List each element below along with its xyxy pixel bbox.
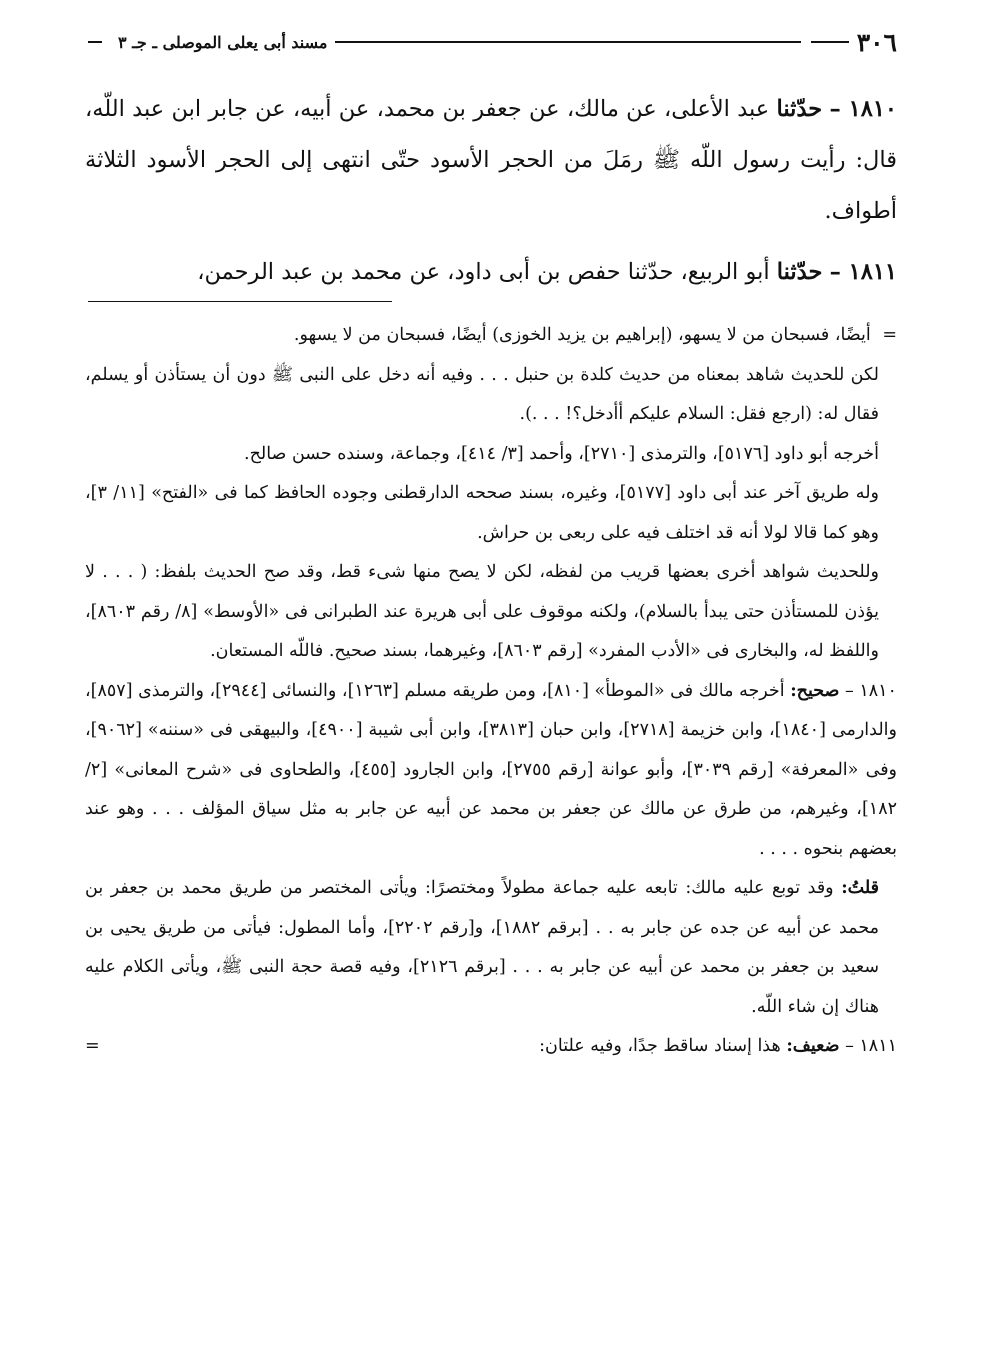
footnote-number: ١٨١١ – [845, 1036, 897, 1056]
hadith-1810 [85, 84, 897, 237]
footnote-text: أخرجه مالك فى «الموطأ» [٨١٠]، ومن طريقه مسلم [١٢٦٣]، والنسائى [٢٩٤٤]، والترمذى [٨٥٧]، والدارمى [١٨٤٠]، وابن خزيمة [٢٧١٨]، وابن حبان [٣٨١٣]، وابن أبى شيبة [٤٩٠٠]، والبيهقى فى «سننه» [٩٠٦٢]، وفى «المعرفة» [رقم ٣٠٣٩]، وأبو عوانة [رقم ٢٧٥٥]، وابن الجارود [٤٥٥]، والطحاوى فى «شرح المعانى» [٢/ ١٨٢]، وغيرهم، من طرق عن مالك عن جعفر بن محمد عن أبيه عن جابر به مثل سياق المؤلف . . . وهو عند بعضهم بنحوه . . . . [85, 680, 898, 859]
footnote-paragraph: وللحديث شواهد أخرى بعضها قريب من لفظه، لكن لا يصح منها شىء قط، وقد صح الحديث بلفظ: ( . . . لا يؤذن للمستأذن حتى يبدأ بالسلام)، ولكنه موقوف على أبى هريرة عند الطبرانى فى «الأوسط» [٨/ رقم ٨٦٠٣]، واللفظ له، والبخارى فى «الأدب المفرد» [رقم ٨٦٠٣]، وغيرهما، بسند صحيح. فاللّه المستعان. [85, 562, 879, 661]
footnote-number: ١٨١٠ – [845, 680, 897, 701]
footnote-1810 [85, 672, 897, 870]
hadith-number: ١٨١٠ – [829, 96, 897, 122]
continuation-mark: = [882, 325, 897, 345]
main-text [85, 84, 897, 298]
footnote-paragraph: لكن للحديث شاهد بمعناه من حديث كلدة بن حنبل . . . وفيه أنه دخل على النبى ﷺ دون أن يستأذن أو يسلم، فقال له: (ارجع فقل: السلام عليكم أأدخل؟! . . .). [85, 364, 879, 424]
header-rule-lead [811, 41, 849, 43]
footnote-paragraph: أخرجه أبو داود [٥١٧٦]، والترمذى [٢٧١٠]، وأحمد [٣/ ٤١٤]، وجماعة، وسنده حسن صالح. [244, 443, 879, 464]
hadith-text: عبد الأعلى، عن مالك، عن جعفر بن محمد، عن أبيه، عن جابر ابن عبد اللّه، قال: رأيت رسول اللّه ﷺ رمَلَ من الحجر الأسود حتّى انتهى إلى الحجر الأسود الثلاثة أطواف. [85, 96, 897, 224]
hadith-text: أبو الربيع، حدّثنا حفص بن أبى داود، عن محمد بن عبد الرحمن، [197, 259, 770, 285]
footnote-continued [85, 316, 897, 356]
grade-label: ضعيف: [786, 1036, 840, 1056]
hadith-number: ١٨١١ – [829, 259, 897, 285]
grade-label: صحيح: [790, 680, 840, 701]
book-title: مسند أبى يعلى الموصلى ـ جـ ٣ [118, 32, 328, 52]
page-header [88, 22, 897, 62]
hadith-keyword: حدّثنا [776, 259, 823, 285]
footnote-paragraph: وله طريق آخر عند أبى داود [٥١٧٧]، وغيره، بسند صححه الدارقطنى وجوده الحافظ كما فى «الفتح» [١١/ ٣]، وهو كما قالا لولا أنه قد اختلف فيه على ربعى بن حراش. [85, 483, 879, 543]
hadith-1811 [85, 247, 897, 298]
page-number: ٣٠٦ [856, 27, 897, 57]
footnote-1811-body [539, 1027, 897, 1067]
header-rule [335, 41, 800, 43]
hadith-keyword: حدّثنا [776, 96, 823, 122]
continuation-mark: = [85, 1036, 100, 1056]
footnote-qult [85, 869, 897, 1027]
footnote-text: أيضًا، فسبحان من لا يسهو، (إبراهيم بن يزيد الخوزى) أيضًا، فسبحان من لا يسهو. [293, 325, 871, 345]
footnote-1811 [85, 1027, 897, 1067]
footnote-separator [88, 301, 392, 302]
header-rule-end [88, 41, 102, 43]
footnote-text: هذا إسناد ساقط جدًا، وفيه علتان: [539, 1036, 781, 1056]
footnotes [85, 316, 897, 1067]
qult-label: قلتُ: [841, 878, 879, 898]
footnote-text: وقد توبع عليه مالك: تابعه عليه جماعة مطولاً ومختصرًا: ويأتى المختصر من طريق محمد بن جعفر بن محمد عن أبيه عن جده عن جابر به . . [برقم ١٨٨٢]، و[رقم ٢٢٠٢]، وأما المطول: فيأتى من طريق يحيى بن سعيد بن جعفر بن محمد عن أبيه عن جابر به . . . [برقم ٢١٢٦]، وفيه قصة حجة النبى ﷺ، ويأتى الكلام عليه هناك إن شاء اللّه. [85, 878, 880, 1017]
